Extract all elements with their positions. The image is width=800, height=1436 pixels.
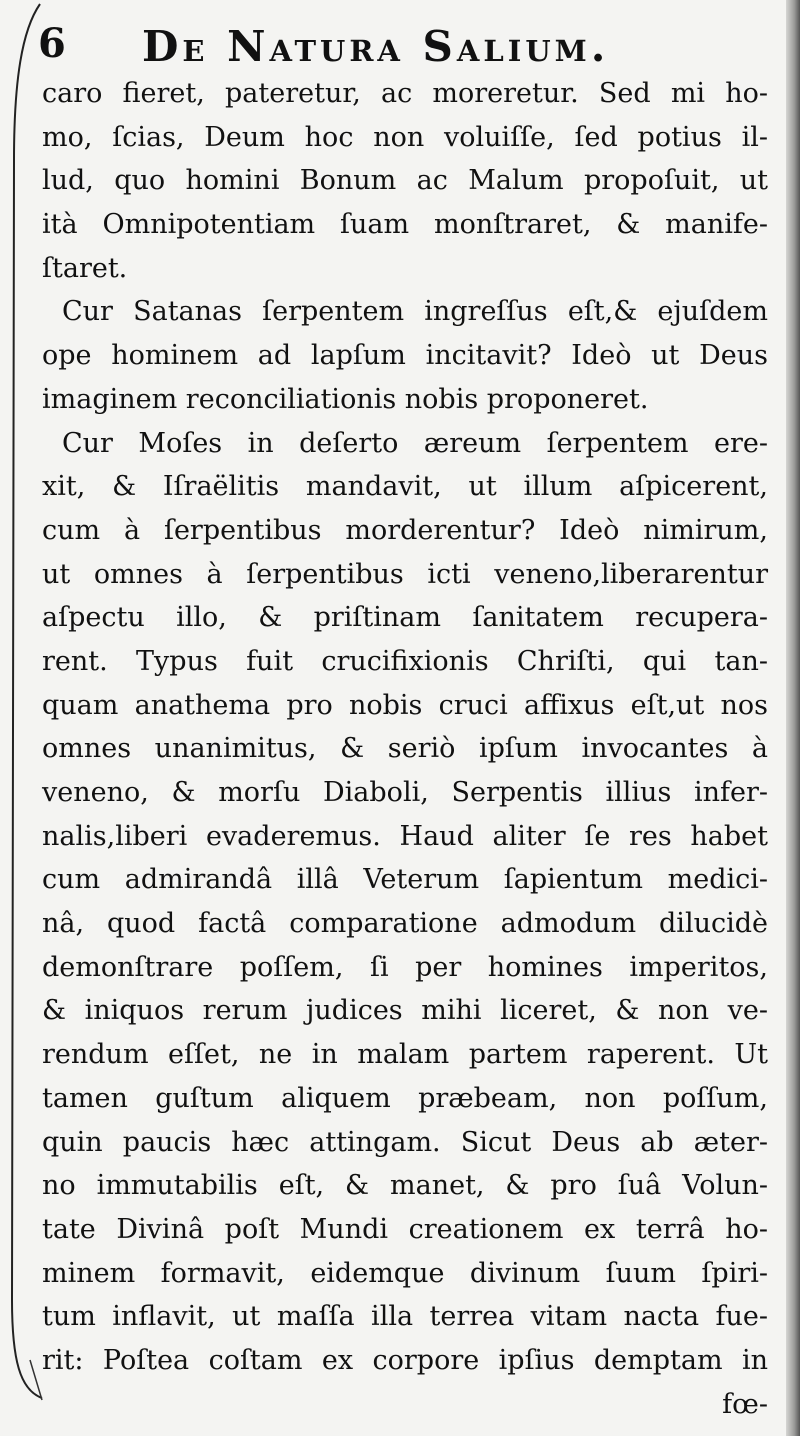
text-line: mo, ſcias, Deum hoc non voluiſſe, ſed potius il- — [42, 121, 768, 153]
text-line: omnes unanimitus, & seriò ipſum invocantes à — [42, 733, 768, 765]
text-line: cum admirandâ illâ Veterum ſapientum medici- — [42, 864, 768, 896]
text-line: quin paucis hæc attingam. Sicut Deus ab æter- — [42, 1126, 768, 1158]
text-line: lud, quo homini Bonum ac Malum propoſuit, ut — [42, 165, 768, 197]
text-line: & iniquos rerum judices mihi liceret, & non ve- — [42, 995, 768, 1027]
text-line: Cur Moſes in deſerto æreum ſerpentem ere- — [62, 427, 768, 459]
text-line: rit: Poſtea coſtam ex corpore ipſius demptam in — [42, 1344, 768, 1376]
text-line: Cur Satanas ſerpentem ingreſſus eſt,& ejuſdem — [62, 296, 768, 328]
text-line: aſpectu illo, & priſtinam ſanitatem recupera- — [42, 602, 768, 634]
text-line: tamen guſtum aliquem præbeam, non poſſum, — [42, 1082, 768, 1114]
text-line: minem formavit, eidemque divinum ſuum ſpiri- — [42, 1257, 768, 1289]
text-line: caro fieret, pateretur, ac moreretur. Sed mi ho- — [42, 78, 768, 109]
text-line: ſtaret. — [42, 252, 128, 284]
text-line: imaginem reconciliationis nobis proponeret. — [42, 383, 649, 415]
text-line: ut omnes à ſerpentibus icti veneno,liberarentur — [42, 558, 768, 590]
text-line: demonſtrare poſſem, ſi per homines imperitos, — [42, 951, 768, 983]
body-text — [42, 72, 768, 1426]
text-line: nâ, quod factâ comparatione admodum dilucidè — [42, 908, 768, 940]
page-gutter-edge — [786, 0, 800, 1436]
page-header — [38, 12, 758, 72]
text-line: no immutabilis eſt, & manet, & pro ſuâ Volun- — [42, 1170, 768, 1202]
text-line: rendum eſſet, ne in malam partem raperent. Ut — [42, 1039, 768, 1071]
text-line: quam anathema pro nobis cruci affixus eſt,ut nos — [42, 689, 768, 721]
text-line: veneno, & morſu Diaboli, Serpentis illius infer- — [42, 777, 768, 808]
text-line: tate Divinâ poſt Mundi creationem ex terrâ ho- — [42, 1213, 768, 1245]
text-line: tum inflavit, ut maſſa illa terrea vitam nacta fue- — [42, 1301, 768, 1333]
text-line: xit, & Iſraëlitis mandavit, ut illum aſpicerent, — [42, 471, 768, 503]
text-line: nalis,liberi evaderemus. Haud aliter ſe res habet — [42, 820, 768, 852]
text-line: ità Omnipotentiam ſuam monſtraret, & manife- — [42, 209, 768, 241]
text-line: rent. Typus fuit crucifixionis Chriſti, qui tan- — [42, 645, 768, 677]
page-number: 6 — [38, 20, 66, 67]
running-title: De Natura Salium. — [142, 22, 610, 71]
text-line: ope hominem ad lapſum incitavit? Ideò ut Deus — [42, 340, 768, 372]
text-line: cum à ſerpentibus morderentur? Ideò nimirum, — [42, 514, 768, 546]
catchword: fœ- — [722, 1388, 768, 1420]
